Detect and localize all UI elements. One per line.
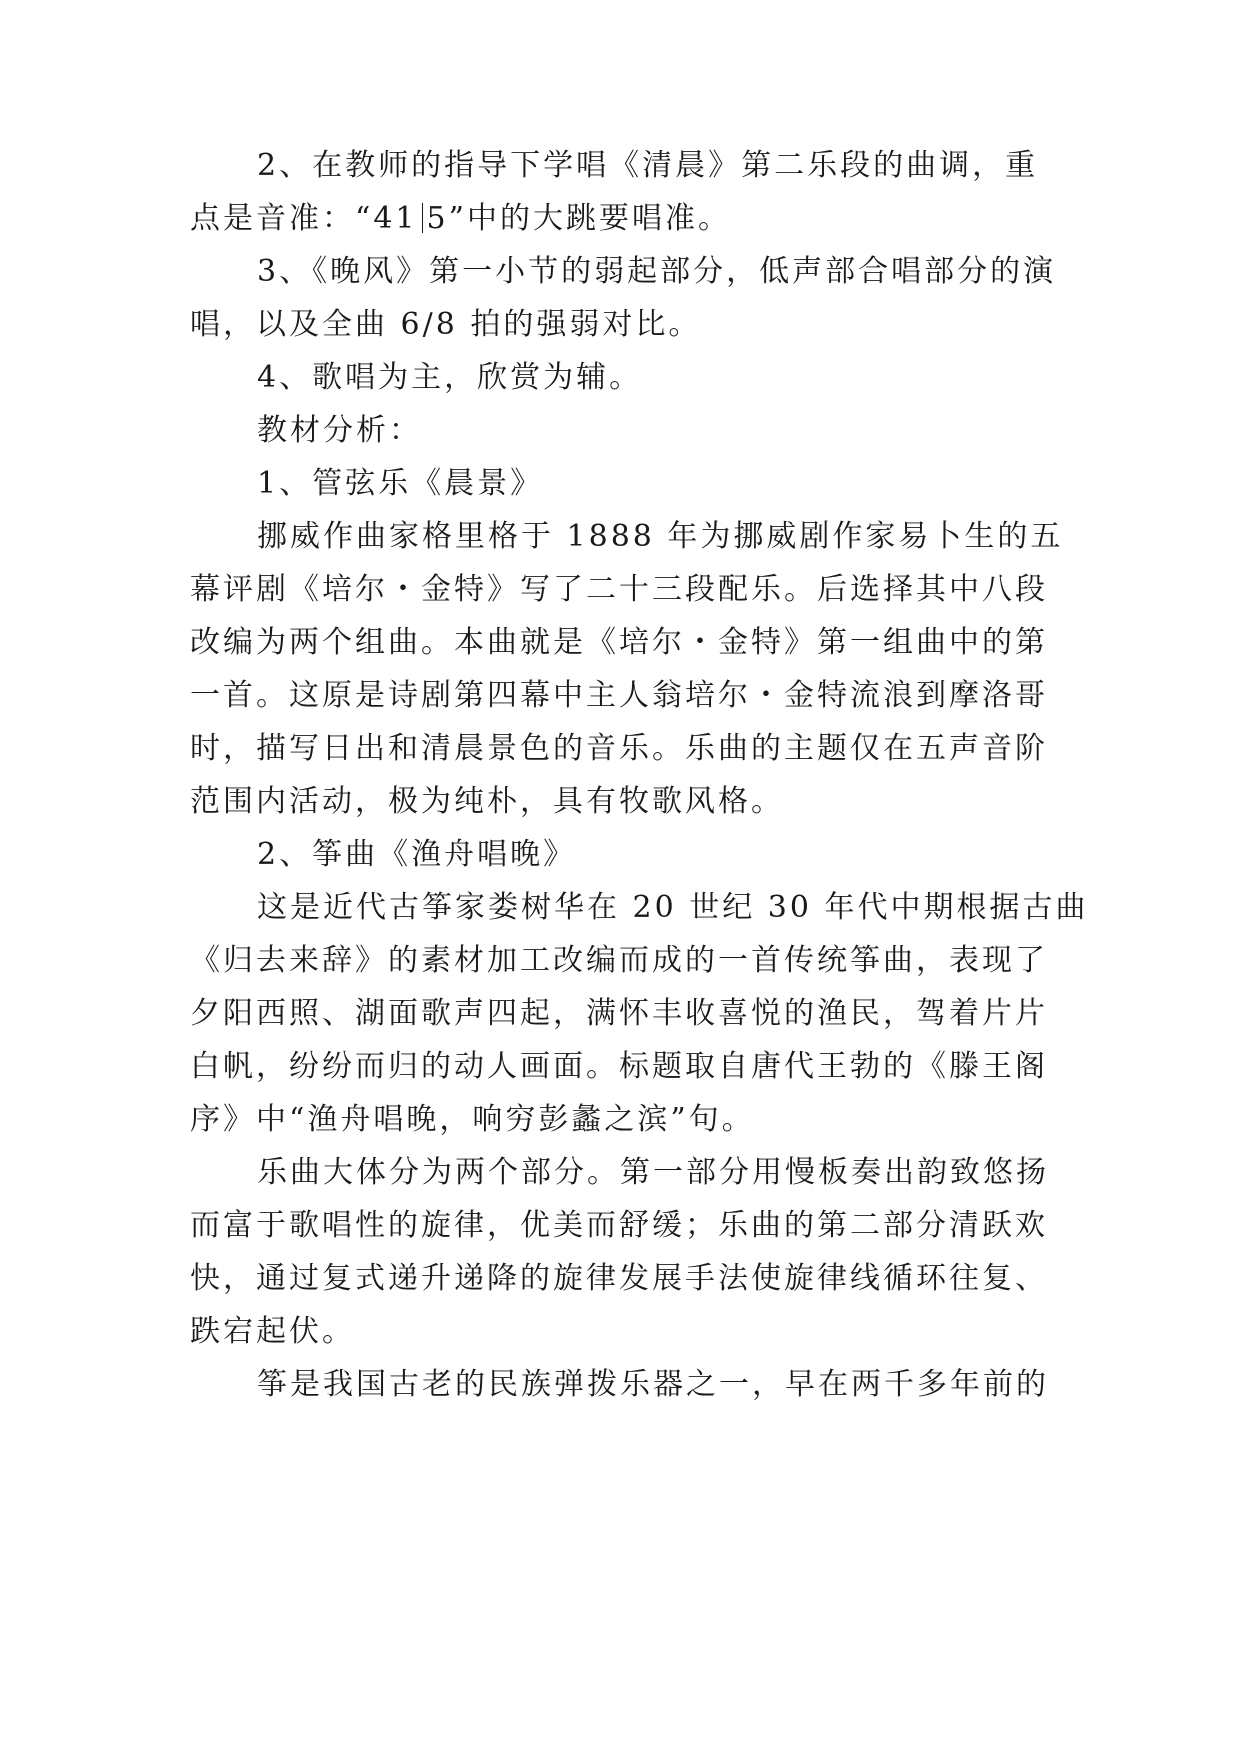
text-line: 2、在教师的指导下学唱《清晨》第二乐段的曲调，重 xyxy=(257,148,1039,183)
text-line: 白帆，纷纷而归的动人画面。标题取自唐代王勃的《滕王阁 xyxy=(190,1049,1048,1084)
text-line: 这是近代古筝家娄树华在 20 世纪 30 年代中期根据古曲 xyxy=(257,890,1089,925)
text-line xyxy=(190,199,1070,239)
text-line: 序》中“渔舟唱晚，响穷彭蠡之滨”句。 xyxy=(190,1102,755,1137)
text-line: 乐曲大体分为两个部分。第一部分用慢板奏出韵致悠扬 xyxy=(257,1155,1049,1190)
text-line: 改编为两个组曲。本曲就是《培尔・金特》第一组曲中的第 xyxy=(190,625,1048,660)
text-line: 夕阳西照、湖面歌声四起，满怀丰收喜悦的渔民，驾着片片 xyxy=(190,996,1048,1031)
text-line: 时，描写日出和清晨景色的音乐。乐曲的主题仅在五声音阶 xyxy=(190,731,1048,766)
text-line: 3、《晚风》第一小节的弱起部分，低声部合唱部分的演 xyxy=(257,254,1057,289)
text-line: 范围内活动，极为纯朴，具有牧歌风格。 xyxy=(190,784,784,819)
text-segment: 点是音准：“41 xyxy=(190,201,418,236)
text-line: 而富于歌唱性的旋律，优美而舒缓；乐曲的第二部分清跃欢 xyxy=(190,1208,1048,1243)
text-line: 4、歌唱为主，欣赏为辅。 xyxy=(257,360,643,395)
section-heading: 教材分析： xyxy=(257,413,422,448)
subsection-heading: 1、管弦乐《晨景》 xyxy=(257,466,544,501)
text-line: 唱，以及全曲 6/8 拍的强弱对比。 xyxy=(190,307,702,342)
text-line: 快，通过复式递升递降的旋律发展手法使旋律线循环往复、 xyxy=(190,1261,1048,1296)
text-line: 挪威作曲家格里格于 1888 年为挪威剧作家易卜生的五 xyxy=(257,519,1064,554)
text-line: 幕评剧《培尔・金特》写了二十三段配乐。后选择其中八段 xyxy=(190,572,1048,607)
text-line: 跌宕起伏。 xyxy=(190,1314,355,1349)
text-line: 《归去来辞》的素材加工改编而成的一首传统筝曲，表现了 xyxy=(190,943,1048,978)
barline-separator xyxy=(422,203,423,233)
text-line: 一首。这原是诗剧第四幕中主人翁培尔・金特流浪到摩洛哥 xyxy=(190,678,1048,713)
text-segment: 5”中的大跳要唱准。 xyxy=(426,201,731,236)
subsection-heading: 2、筝曲《渔舟唱晚》 xyxy=(257,837,577,872)
text-line: 筝是我国古老的民族弹拨乐器之一，早在两千多年前的 xyxy=(257,1367,1049,1402)
